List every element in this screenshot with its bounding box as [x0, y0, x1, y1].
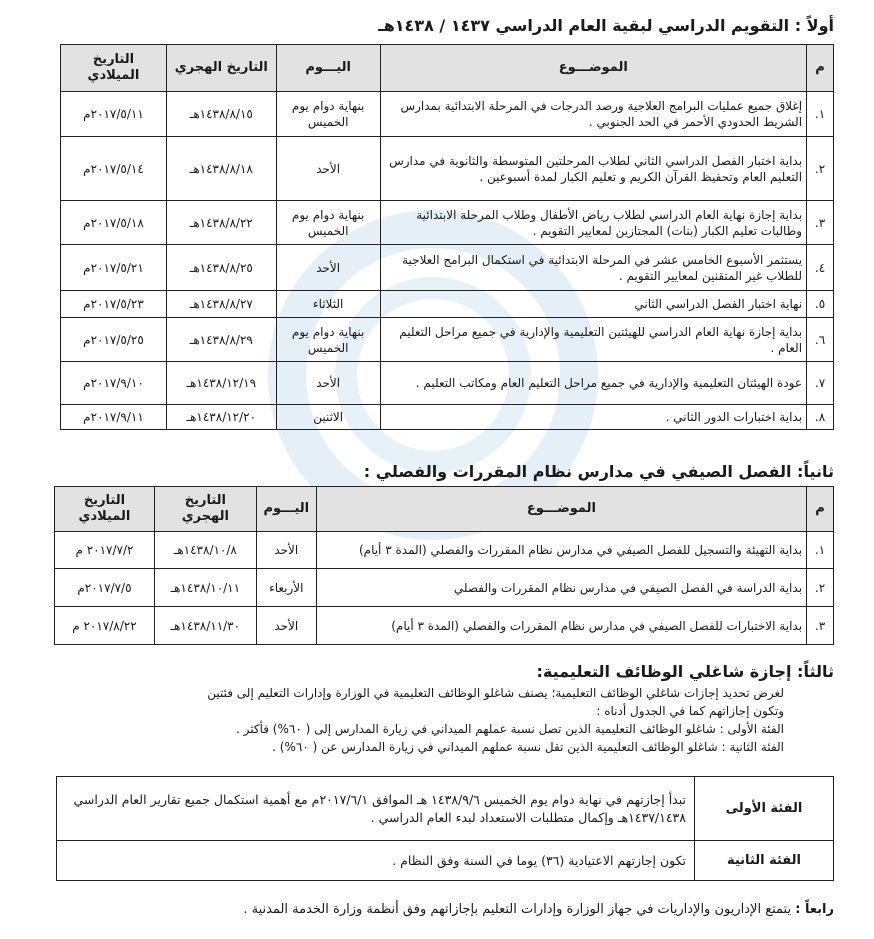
col-num: م [807, 45, 834, 92]
table-row: ١. بداية التهيئة والتسجيل للفصل الصيفي في مدارس نظام المقررات والفصلي (المدة ٣ أيام) الأحد ١٤٣٨/١٠/٨هـ ٢٠١٧/٧/٢ م [55, 532, 834, 569]
table-row: الفئة الثانية تكون إجازتهم الاعتيادية (٣٦) يوما في السنة وفق النظام . [57, 841, 834, 881]
col-day: اليـــوم [276, 45, 380, 92]
summary-semester-table [54, 486, 834, 645]
staff-leave-table [56, 776, 834, 881]
table-row: ٣. بداية إجازة نهاية العام الدراسي لطلاب رياض الأطفال وطلاب المرحلة الابتدائية وطالبات تعليم الكبار (بنات) المجتازين لمعايير التقويم . بنهاية دوام يوم الخميس ١٤٣٨/٨/٢٢هـ ٢٠١٧/٥/١٨م [61, 201, 834, 245]
table-row: ٥. نهاية اختبار الفصل الدراسي الثاني الثلاثاء ١٤٣٨/٨/٢٧هـ ٢٠١٧/٥/٢٣م [61, 291, 834, 318]
section2-heading: ثانياً: الفصل الصيفي في مدارس نظام المقررات والفصلي : [363, 462, 834, 481]
section3-paragraph: الفئة الأولى : شاغلو الوظائف التعليمية الذين تصل نسبة عملهم الميداني في زيارة المدارس إلى ( ٦٠%) فأكثر . [236, 722, 784, 736]
col-hijri: التاريخ الهجري [166, 45, 276, 92]
table-header-row [55, 487, 834, 532]
table-row: ٤. يستثمر الأسبوع الخامس عشر في المرحلة الابتدائية في استكمال البرامج العلاجية للطلاب غير المتقنين لمعايير التقويم . الأحد ١٤٣٨/٨/٢٥هـ ٢٠١٧/٥/٢١م [61, 245, 834, 291]
table-row: ٧. عودة الهيئتان التعليمية والإدارية في جميع مراحل التعليم العام ومكاتب التعليم . الأحد ١٤٣٨/١٢/١٩هـ ٢٠١٧/٩/١٠م [61, 362, 834, 405]
section4-label: رابعاً : [795, 902, 834, 917]
section3-paragraph: الفئة الثانية : شاغلو الوظائف التعليمية الذين تقل نسبة عملهم الميداني في زيارة المدارس عن ( ٦٠%) . [272, 740, 784, 754]
table-row: الفئة الأولى تبدأ إجازتهم في نهاية دوام يوم الخميس ١٤٣٨/٩/٦ هـ الموافق ٢٠١٧/٦/١م مع أهمية استكمال جميع تقارير العام الدراسي ١٤٣٧/١٤٣٨هـ وإكمال متطلبات الاستعداد لبدء العام الدراسي . [57, 777, 834, 841]
table-header-row [61, 45, 834, 92]
table-row: ٦. بداية إجازة نهاية العام الدراسي للهيئتين التعليمية والإدارية في جميع مراحل التعليم العام . بنهاية دوام يوم الخميس ١٤٣٨/٨/٢٩هـ ٢٠١٧/٥/٢٥م [61, 318, 834, 362]
col-greg: التاريخ الميلادي [61, 45, 167, 92]
col-num: م [807, 487, 834, 532]
col-subject: الموضـــوع [380, 45, 807, 92]
table-row: ٢. بداية اختبار الفصل الدراسي الثاني لطلاب المرحلتين المتوسطة والثانوية في مدارس التعليم العام وتحفيظ القرآن الكريم و تعليم الكبار لمدة أسبوعين . الأحد ١٤٣٨/٨/١٨هـ ٢٠١٧/٥/١٤م [61, 137, 834, 201]
col-hijri: التاريخ الهجري [154, 487, 256, 532]
table-row: ٢. بداية الدراسة في الفصل الصيفي في مدارس نظام المقررات والفصلي الأربعاء ١٤٣٨/١٠/١١هـ ٢٠١٧/٧/٥م [55, 569, 834, 607]
col-day: اليـــوم [256, 487, 316, 532]
section1-heading: أولاً : التقويم الدراسي لبقية العام الدراسي ١٤٣٧ / ١٤٣٨هـ [378, 16, 834, 35]
section4 [243, 902, 834, 917]
col-subject: الموضـــوع [316, 487, 806, 532]
section3-heading: ثالثاً: إجازة شاغلي الوظائف التعليمية: [536, 662, 834, 681]
table-row: ٣. بداية الاختبارات للفصل الصيفي في مدارس نظام المقررات والفصلي (المدة ٣ أيام) الأحد ١٤٣٨/١١/٣٠هـ ٢٠١٧/٨/٢٢ م [55, 607, 834, 645]
section3-paragraph: لغرض تحديد إجازات شاغلي الوظائف التعليمية؛ يصنف شاغلو الوظائف التعليمية في الوزارة وإدارات التعليم إلى فئتين [207, 686, 784, 700]
table-row: ١. إغلاق جميع عمليات البرامج العلاجية ورصد الدرجات في المرحلة الابتدائية بمدارس الشريط الحدودي الأحمر في الحد الجنوبي . بنهاية دوام يوم الخميس ١٤٣٨/٨/١٥هـ ٢٠١٧/٥/١١م [61, 92, 834, 137]
col-greg: التاريخ الميلادي [55, 487, 155, 532]
section4-text: يتمتع الإداريون والإداريات في جهاز الوزارة وإدارات التعليم بإجازاتهم وفق أنظمة وزارة الخدمة المدنية . [243, 902, 792, 917]
section3-paragraph: وتكون إجازاتهم كما في الجدول أدناه : [596, 704, 784, 718]
table-row: ٨. بداية اختبارات الدور الثاني . الاثنين ١٤٣٨/١٢/٢٠هـ ٢٠١٧/٩/١١م [61, 405, 834, 430]
academic-calendar-table [60, 44, 834, 430]
